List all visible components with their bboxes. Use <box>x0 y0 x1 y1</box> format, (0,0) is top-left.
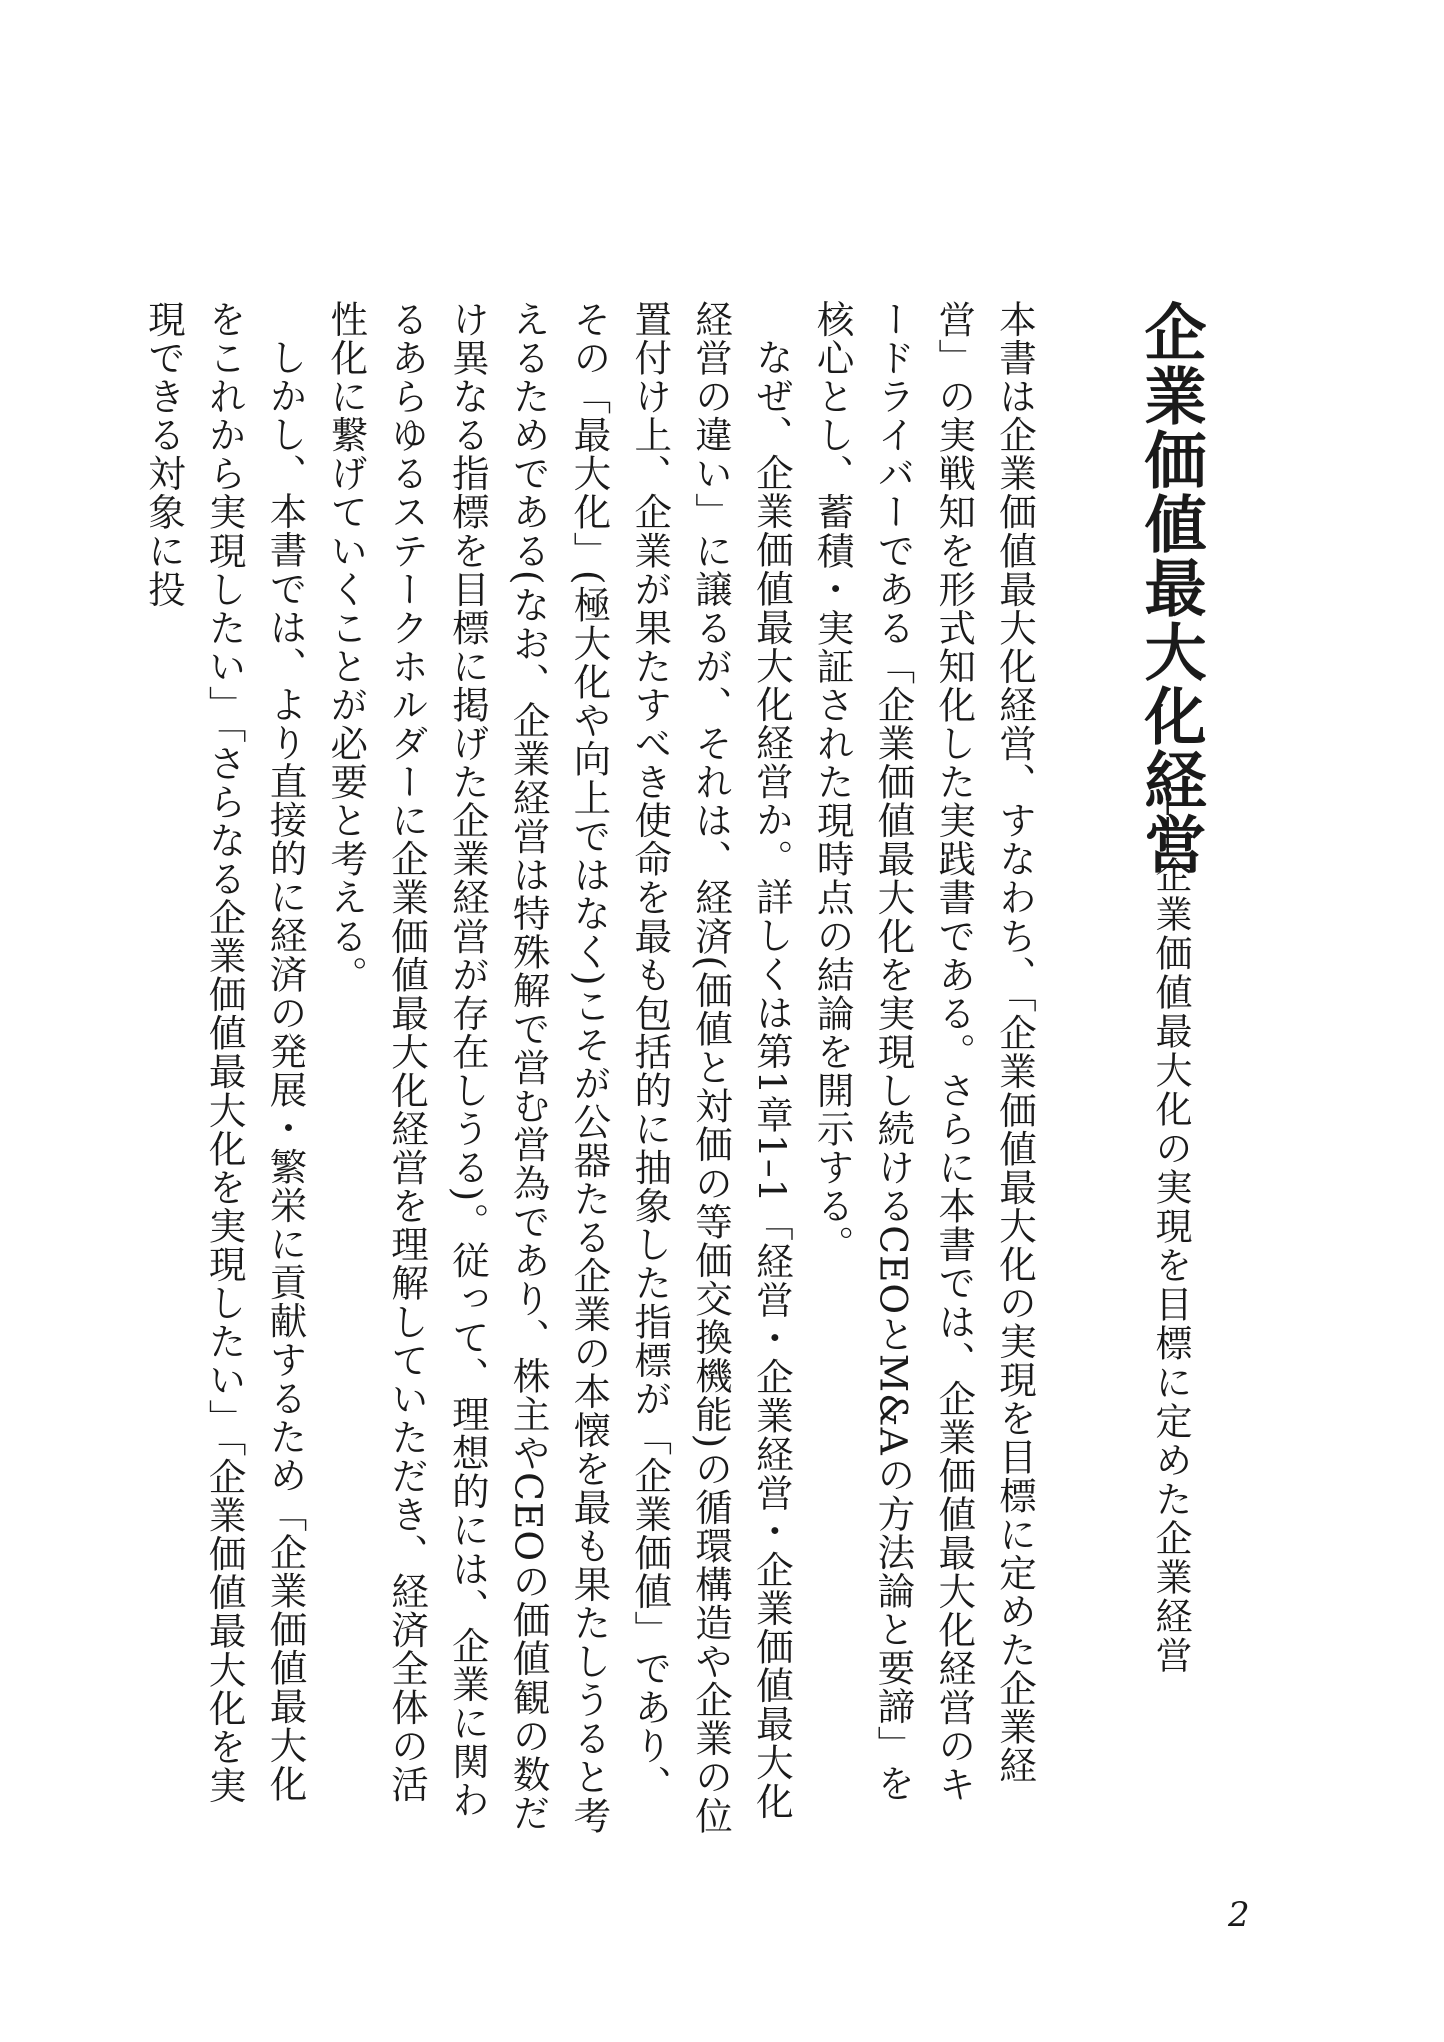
chapter-title: 企業価値最大化経営 <box>1134 300 1207 876</box>
body-text <box>141 300 1045 1840</box>
chapter-subtitle: ――企業価値最大化の実現を目標に定めた企業経営 <box>1149 778 1192 1675</box>
page-number: 2 <box>1228 1895 1250 1935</box>
paragraph-2: なぜ、企業価値最大化経営か。詳しくは第1章1–1「経営・企業経営・企業価値最大化経営の違い」に譲るが、それは、経済(価値と対価の等価交換機能)の循環構造や企業の位置付け上、企業が果たすべき使命を最も包括的に抽象した指標が「企業価値」であり、その「最大化」(極大化や向上ではなく)こそが公器たる企業の本懐を最も果たしうると考えるためである(なお、企業経営は特殊解で営む営為であり、株主やCEOの価値観の数だけ異なる指標を目標に掲げた企業経営が存在しうる)。従って、理想的には、企業に関わるあらゆるステークホルダーに企業価値最大化経営を理解していただき、経済全体の活性化に繋げていくことが必要と考える。 <box>324 300 794 1835</box>
paragraph-3: しかし、本書では、より直接的に経済の発展・繁栄に貢献するため「企業価値最大化をこれから実現したい」「さらなる企業価値最大化を実現したい」「企業価値最大化を実現できる対象に投 <box>141 300 308 1805</box>
paragraph-1: 本書は企業価値最大化経営、すなわち、「企業価値最大化の実現を目標に定めた企業経営」の実戦知を形式知化した実践書である。さらに本書では、企業価値最大化経営のキードライバーである「企業価値最大化を実現し続けるCEOとM&Aの方法論と要諦」を核心とし、蓄積・実証された現時点の結論を開示する。 <box>810 300 1037 1804</box>
